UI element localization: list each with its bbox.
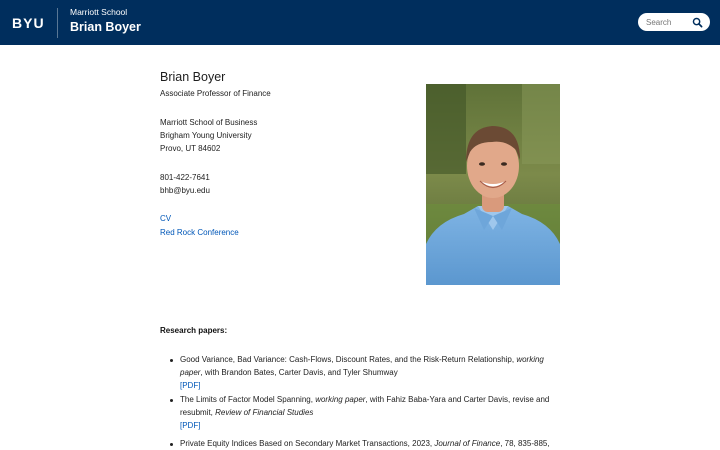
header-divider bbox=[57, 8, 58, 38]
paper-details: resubmit, Review of Financial Studies bbox=[180, 408, 314, 417]
pdf-link[interactable]: [PDF] bbox=[180, 381, 201, 390]
research-papers-heading: Research papers: bbox=[160, 326, 228, 335]
cv-link[interactable]: CV bbox=[160, 214, 172, 223]
paper-title: The Limits of Factor Model Spanning, working paper, with Fahiz Baba-Yara and Carter Davis, revise and bbox=[180, 395, 550, 404]
address-line: Marriott School of Business bbox=[160, 118, 258, 127]
school-name-link[interactable]: Marriott School bbox=[70, 7, 128, 17]
search-input[interactable] bbox=[646, 16, 692, 28]
profile-photo bbox=[426, 84, 560, 285]
paper-details: paper, with Brandon Bates, Carter Davis, and Tyler Shumway bbox=[180, 368, 398, 377]
list-bullet bbox=[170, 359, 173, 362]
search-box[interactable] bbox=[638, 13, 710, 31]
red-rock-conference-link[interactable]: Red Rock Conference bbox=[160, 228, 239, 237]
list-bullet bbox=[170, 443, 173, 446]
address-line: Brigham Young University bbox=[160, 131, 252, 140]
email-address: bhb@byu.edu bbox=[160, 186, 210, 195]
paper-title: Private Equity Indices Based on Secondary Market Transactions, 2023, Journal of Finance, 78, 835-885, bbox=[180, 439, 550, 448]
search-icon[interactable] bbox=[692, 17, 703, 28]
phone-number: 801-422-7641 bbox=[160, 173, 210, 182]
paper-title: Good Variance, Bad Variance: Cash-Flows, Discount Rates, and the Risk-Return Relationship, working bbox=[180, 355, 544, 364]
byu-logo[interactable]: BYU bbox=[12, 15, 45, 31]
list-bullet bbox=[170, 399, 173, 402]
pdf-link[interactable]: [PDF] bbox=[180, 421, 201, 430]
site-header bbox=[0, 0, 720, 45]
address-line: Provo, UT 84602 bbox=[160, 144, 221, 153]
site-title-link[interactable]: Brian Boyer bbox=[70, 20, 141, 34]
profile-name: Brian Boyer bbox=[160, 70, 226, 84]
profile-position: Associate Professor of Finance bbox=[160, 89, 271, 98]
